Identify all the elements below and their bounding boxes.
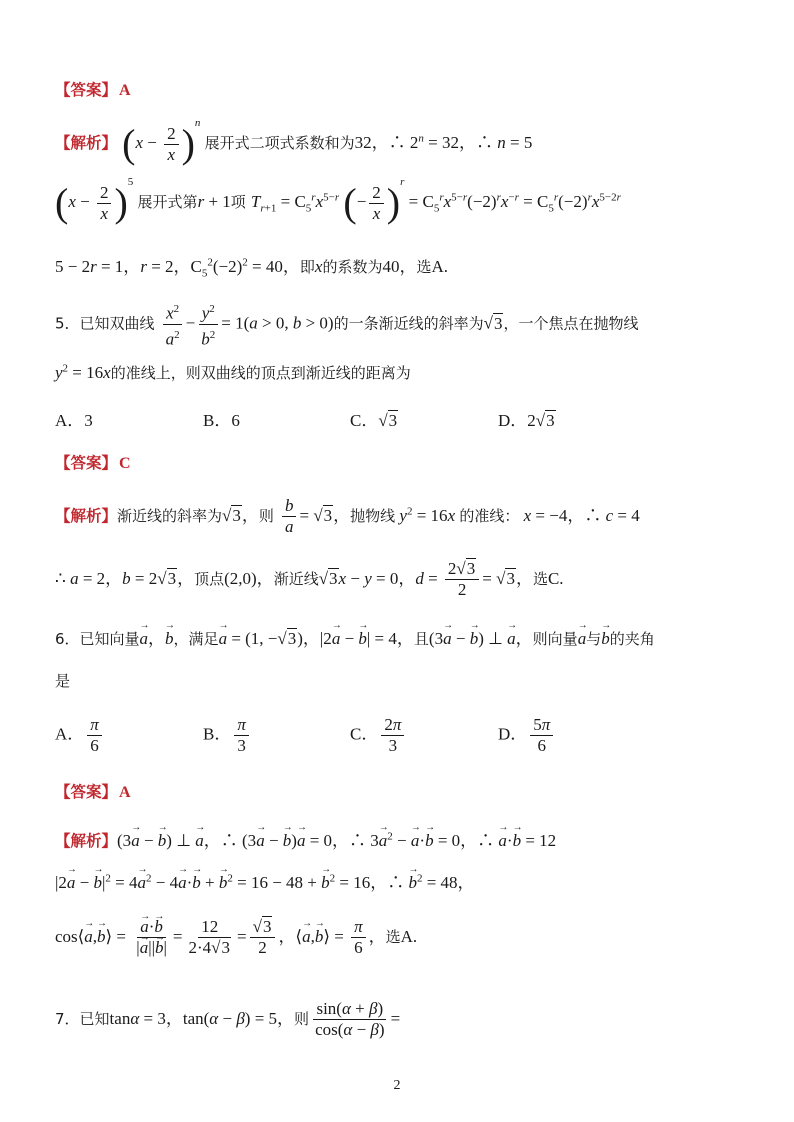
- q6-option-a[interactable]: A． $\frac{\pi}{6}$: [55, 716, 105, 755]
- q6-option-c[interactable]: C． $\frac{2\pi}{3}$: [350, 716, 407, 755]
- q6-stem-line-2: 是: [55, 672, 71, 690]
- q4-binomial-expression: (x − $\frac{2}{x}$ )$^n$: [122, 117, 201, 167]
- q6-option-d[interactable]: D． $\frac{5\pi}{6}$: [498, 716, 556, 755]
- q5-option-d[interactable]: D．2√3: [498, 411, 555, 430]
- analysis-label: 【解析】: [55, 134, 118, 152]
- q4-analysis-line-2: (x − $\frac{2}{x}$ )$^5$ 展开式第r + 1项 $T_{r+1} = C_5^rx^{5-r}$ (− $\frac{2}{x}$ )$^r = C_5^rx^{5-r}(-2)^rx^{-r} = C_5^r(-2)^rx^{5-2r}$: [55, 176, 621, 226]
- answer-label: 【答案】 A: [55, 81, 131, 99]
- q6-stem-line-1: 6．已知向量→ a，→ b，满足→ a = (1, −√3)，|2→ a − → b| = 4，且(3→ a − → b) ⊥ → a，则向量→ a与→ b的夹角: [55, 624, 655, 649]
- q6-analysis-line-1: 【解析】(3→ a − → b) ⊥ → a，∴ (3→ a − → b)→ a = 0，∴ $3\to a^2$ − → a·→ b = 0，∴ → a·→ b = 12: [55, 826, 556, 851]
- q6-analysis-line-3: cos⟨→ a,→ b⟩ = → $\frac{a\cdot\to b}{|\to a||\to b|}$ = $\frac{12}{2\cdot 4√3}$ = $\frac{√3}{2}$ ，⟨→ a,→ b⟩ = $\frac{\pi}{6}$ ，选A.: [55, 918, 417, 957]
- page-number: 2: [393, 1078, 401, 1093]
- q4-analysis-line-1: 【解析】 (x − $\frac{2}{x}$ )$^n$ 展开式二项式系数和为32，∴ $2^n = 32$，∴ n = 5: [55, 117, 533, 167]
- q5-option-a[interactable]: A．3: [55, 411, 93, 430]
- q4-a1-text: 展开式二项式系数和为: [204, 134, 355, 152]
- q6-answer-line: 【答案】 A: [55, 783, 131, 801]
- q5-stem-line-1: 5．已知双曲线 $\frac{x^2}{a^2}$ − $\frac{y^2}{b^2}$ = 1(a > 0, b > 0)的一条渐近线的斜率为√3，一个焦点在抛物线: [55, 300, 638, 348]
- q4-analysis-line-3: 5 − 2r = 1，r = 2，$C_5^2(-2)^2 = 40$，即x的系数为40，选A.: [55, 256, 449, 280]
- q5-stem-line-2: $y^2 = 16x$的准线上，则双曲线的顶点到渐近线的距离为: [55, 362, 411, 382]
- q6-analysis-line-2: |2→ a − → $b|^2 = 4\to a^2 - 4\to a\cdot\to b$ + → $b^2 = 16 - 48$ + → $b^2 = 16$，∴ → $b^2 = 48$，: [55, 868, 475, 893]
- q5-answer-line: 【答案】 C: [55, 454, 131, 472]
- q4-answer-line: [55, 78, 131, 100]
- q5-analysis-line-1: 【解析】渐近线的斜率为√3，则 $\frac{b}{a}$ = √3，抛物线 $y^2 = 16x$ 的准线： x = −4，∴ c = 4: [55, 496, 640, 536]
- q6-option-b[interactable]: B． $\frac{\pi}{3}$: [203, 716, 252, 755]
- q5-option-c[interactable]: C．√3: [350, 411, 398, 430]
- q5-option-b[interactable]: B．6: [203, 411, 240, 430]
- q7-stem-line-1: 7．已知tanα = 3，tan(α − β) = 5，则 $\frac{\sin(\alpha + \beta)}{\cos(\alpha - \beta)}$ =: [55, 999, 401, 1039]
- q5-analysis-line-2: ∴ a = 2，b = 2√3，顶点(2,0)，渐近线√3x − y = 0，d = $\frac{2√3}{2}$ = √3，选C.: [55, 559, 564, 599]
